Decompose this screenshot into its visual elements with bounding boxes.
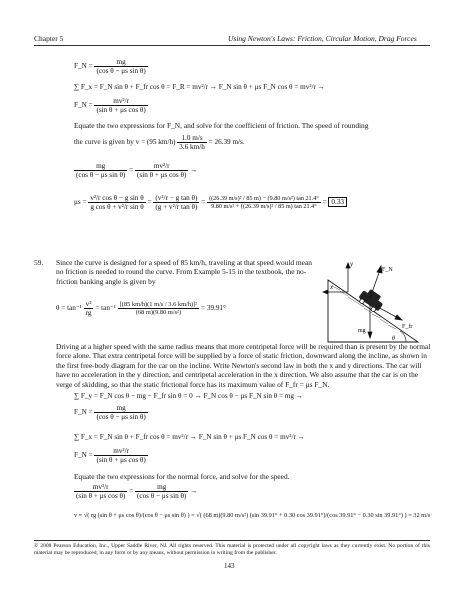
friction-vector xyxy=(376,306,398,318)
banking-angle-equation: θ = tan⁻¹ $\frac{\text{v²}}{rg}$ = tan⁻¹ $\frac{\text{[(85 km/h)(1 m/s / 3.6 km/h)]²}}{\text{(68 m)(9.80 m/s²)}}$ = 39.91° xyxy=(56,300,226,317)
y-label: y xyxy=(350,260,354,268)
sum-fy-equation: ∑ F_y = F_N cos θ − mg − F_fr sin θ = 0 → F_N cos θ − μs F_N sin θ = mg → xyxy=(74,392,303,400)
equate-normal-forces: $\frac{\text{mv²/r}}{\text{(sin θ + μs cos θ)}}$ = $\frac{mg}{\text{(cos θ − μs sin θ)}}$ → xyxy=(76,483,198,500)
fn-equation-1: F_N = $\frac{mg}{\text{(cos θ − μs sin θ)}}$ xyxy=(74,58,146,75)
sum-fx-equation-1: ∑ F_x = F_N sin θ + F_fr cos θ = F_R = mv²/r → F_N sin θ + μs F_N cos θ = mv²/r → xyxy=(74,83,325,91)
chapter-label: Chapter 5 xyxy=(34,34,64,43)
header-rule xyxy=(34,45,430,46)
speed-result: = 32 m/s xyxy=(408,512,431,519)
car-icon xyxy=(357,286,387,314)
copyright-notice: © 2008 Pearson Education, Inc., Upper Saddle River, NJ. All rights reserved. This material is protected under all copyright laws as they currently exist. No portion of this material may be reproduced, in any form or by any means, without permission in writing from the publisher. xyxy=(34,543,430,556)
free-body-diagram xyxy=(322,258,434,348)
mu-solution: μs = $\frac{\text{v²/r cos θ − g sin θ}}{\text{g cos θ + v²/r sin θ}}$ = $\frac{\text{(v²/r − g tan θ)}}{\text{(g + v²/r tan θ)}}$ = $\frac{\text{((26.39 m/s)² / 85 m) − (9.80 m/s²) tan 21.4°}}{\text{9.80 m/s² + ((26.39 m/s)² / 85 m) tan 21.4°}}$ = 0.33 xyxy=(74,194,347,211)
problem-number: 59. xyxy=(34,258,44,267)
equate-normal-instruction: Equate the two expressions for the normal force, and solve for the speed. xyxy=(74,472,290,481)
problem-paragraph: Driving at a higher speed with the same radius means that more centripetal force will be required than is present by the normal force alone. That extra centripetal force will be supplied by a force of static friction, downward along the incline, as shown in the first free-body diagram for the car on the incline. Write Newton's second law in both the x and y directions. The car will have no acceleration in the y direction, and centripetal acceleration in the x direction. We also assume that the car is on the verge of skidding, so that the static frictional force has its maximum value of F_fr = μs F_N. xyxy=(56,342,431,389)
mg-label: mg xyxy=(358,328,366,334)
fn-label: F_N xyxy=(382,267,393,273)
sum-fx-equation-2: ∑ F_x = F_N sin θ + F_fr cos θ = mv²/r → F_N sin θ + μs F_N cos θ = mv²/r → xyxy=(74,433,305,441)
friction-arrow xyxy=(395,315,402,320)
speed-solution: v = √( rg (sin θ + μs cos θ)/(cos θ − μs sin θ) ) = √( (68 m)(9.80 m/s²) (sin 39.91° + 0.30 cos 39.91°)/(cos 39.91° − 0.30 sin 39.91°) ) = 32 m/s xyxy=(74,512,431,519)
fn-equation-4: F_N = $\frac{\text{mv²/r}}{\text{(sin θ + μs cos θ)}}$ xyxy=(74,447,146,464)
fn-equation-3: F_N = $\frac{mg}{\text{(cos θ − μs sin θ)}}$ xyxy=(74,404,146,421)
mu-answer-box: 0.33 xyxy=(328,197,347,207)
equate-fn-expressions: $\frac{mg}{\text{(cos θ − μs sin θ)}}$ = $\frac{\text{mv²/r}}{\text{(sin θ + μs cos θ)}}$ → xyxy=(76,162,198,179)
theta-label: θ xyxy=(392,336,395,342)
weight-arrow xyxy=(368,332,372,338)
fn-equation-2: F_N = $\frac{\text{mv²/r}}{\text{(sin θ + μs cos θ)}}$ xyxy=(74,97,146,114)
x-axis-arrow xyxy=(323,290,328,294)
problem-intro: Since the curve is designed for a speed of 85 km/h, traveling at that speed would mean no friction is needed to round the curve. From Example 5-15 in the textbook, the no-friction banking angle is given by xyxy=(56,258,312,286)
x-label: x xyxy=(330,283,334,291)
ffr-label: F_fr xyxy=(402,324,413,330)
running-title: Using Newton's Laws: Friction, Circular Motion, Drag Forces xyxy=(228,34,417,43)
page-number: 143 xyxy=(224,562,235,570)
speed-conversion: the curve is given by v = (95 km/h) $\frac{1.0 m/s}{3.6 km/h}$ = 26.39 m/s. xyxy=(74,134,245,151)
footer-rule xyxy=(34,540,430,541)
equate-instruction: Equate the two expressions for F_N, and solve for the coefficient of friction. The speed of rounding xyxy=(74,121,369,130)
